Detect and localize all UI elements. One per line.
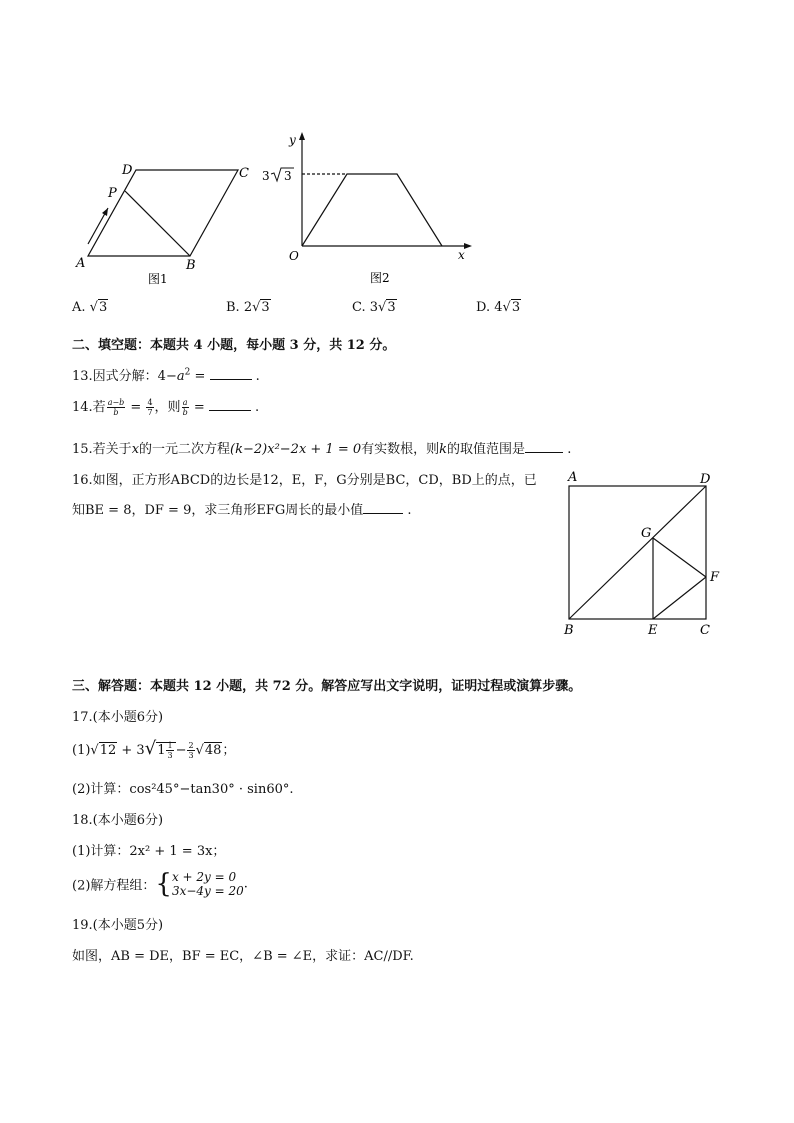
y-mark-coef: 3 — [262, 169, 270, 183]
label-c: C — [700, 623, 710, 638]
choice-b[interactable]: B. 2√3 — [226, 300, 270, 315]
question-17-part-1: (1)√12 + 3√1 $\frac{1}{3}$ − $\frac{2}{3}$ √48； — [72, 738, 236, 760]
label-b: B — [564, 623, 574, 638]
label-a: A — [568, 470, 578, 485]
segment-ef — [653, 577, 706, 619]
choice-row — [72, 300, 772, 320]
segment-pb — [125, 191, 190, 256]
question-19-title: 19.(本小题5分) — [72, 918, 164, 933]
x-axis-label: x — [458, 248, 465, 262]
choice-a-rad: 3 — [98, 300, 108, 315]
question-17-title: 17.(本小题6分) — [72, 710, 164, 725]
answer-blank-16[interactable] — [363, 513, 403, 514]
question-18-part-1: (1)计算：2x² + 1 = 3x； — [72, 844, 226, 859]
y-axis-label: y — [289, 133, 296, 147]
label-g: G — [641, 526, 652, 541]
choice-b-letter: B. — [226, 300, 240, 315]
question-16-line-2: 知BE = 8，DF = 9，求三角形EFG周长的最小值 . — [72, 503, 412, 518]
choice-d[interactable]: D. 4√3 — [476, 300, 521, 315]
figure-2 — [258, 128, 478, 288]
choice-a-letter: A. — [72, 300, 86, 315]
figure-3 — [560, 466, 730, 642]
x-axis-arrow — [464, 243, 472, 249]
label-d: D — [122, 163, 133, 178]
label-d: D — [700, 472, 711, 487]
choice-c[interactable]: C. 3√3 — [352, 300, 396, 315]
choice-a[interactable]: A. √3 — [72, 300, 108, 315]
label-f: F — [710, 570, 720, 585]
section-3-heading: 三、解答题：本题共 12 小题，共 72 分。解答应写出文字说明，证明过程或演算步骤。 — [72, 679, 582, 694]
question-19-text: 如图，AB = DE，BF = EC，∠B = ∠E，求证：AC//DF. — [72, 949, 414, 964]
diagonal-bd — [569, 486, 706, 619]
label-p: P — [108, 186, 117, 201]
origin-label: O — [289, 249, 299, 263]
label-a: A — [76, 256, 86, 271]
question-18-title: 18.(本小题6分) — [72, 813, 164, 828]
y-axis-arrow — [299, 132, 305, 140]
figure-2-caption: 图2 — [370, 271, 390, 285]
answer-blank-14[interactable] — [209, 410, 251, 411]
y-mark-rad: 3 — [284, 169, 292, 183]
label-e: E — [648, 623, 658, 638]
label-c: C — [239, 166, 249, 181]
figure-1-caption: 图1 — [148, 272, 168, 285]
question-18-part-2: (2)解方程组：{ x + 2y = 0 3x−4y = 20 . — [72, 869, 248, 899]
choice-d-rad: 3 — [511, 300, 521, 315]
choice-c-rad: 3 — [387, 300, 396, 315]
choice-b-rad: 3 — [261, 300, 270, 315]
question-16-line-1: 16.如图，正方形ABCD的边长是12，E，F，G分别是BC，CD，BD上的点，已 — [72, 473, 537, 488]
answer-blank-13[interactable] — [210, 379, 252, 380]
answer-blank-15[interactable] — [525, 452, 563, 453]
question-13: 13.因式分解：$4-a^2$ = . — [72, 367, 260, 384]
graph-line — [302, 174, 442, 246]
figure-1 — [70, 160, 260, 285]
question-15: 15.若关于x的一元二次方程(k−2)x²−2x + 1 = 0有实数根，则k的取值范围是 . — [72, 442, 572, 457]
question-17-part-2: (2)计算：cos²45°−tan30° · sin60°. — [72, 782, 294, 797]
choice-d-coef: 4 — [494, 300, 503, 315]
choice-d-letter: D. — [476, 300, 491, 315]
segment-gf — [653, 538, 706, 577]
choice-c-letter: C. — [352, 300, 366, 315]
question-14: 14.若 $\frac{a-b}{b}$ = $\frac{4}{7}$ ，则 $\frac{a}{b}$ = . — [72, 398, 260, 417]
parallelogram-abcd — [88, 170, 238, 256]
motion-arrow-head — [102, 208, 108, 216]
label-b: B — [186, 258, 196, 273]
section-2-heading: 二、填空题：本题共 4 小题，每小题 3 分，共 12 分。 — [72, 338, 396, 353]
choice-b-coef: 2 — [243, 300, 253, 315]
choice-c-coef: 3 — [369, 300, 379, 315]
